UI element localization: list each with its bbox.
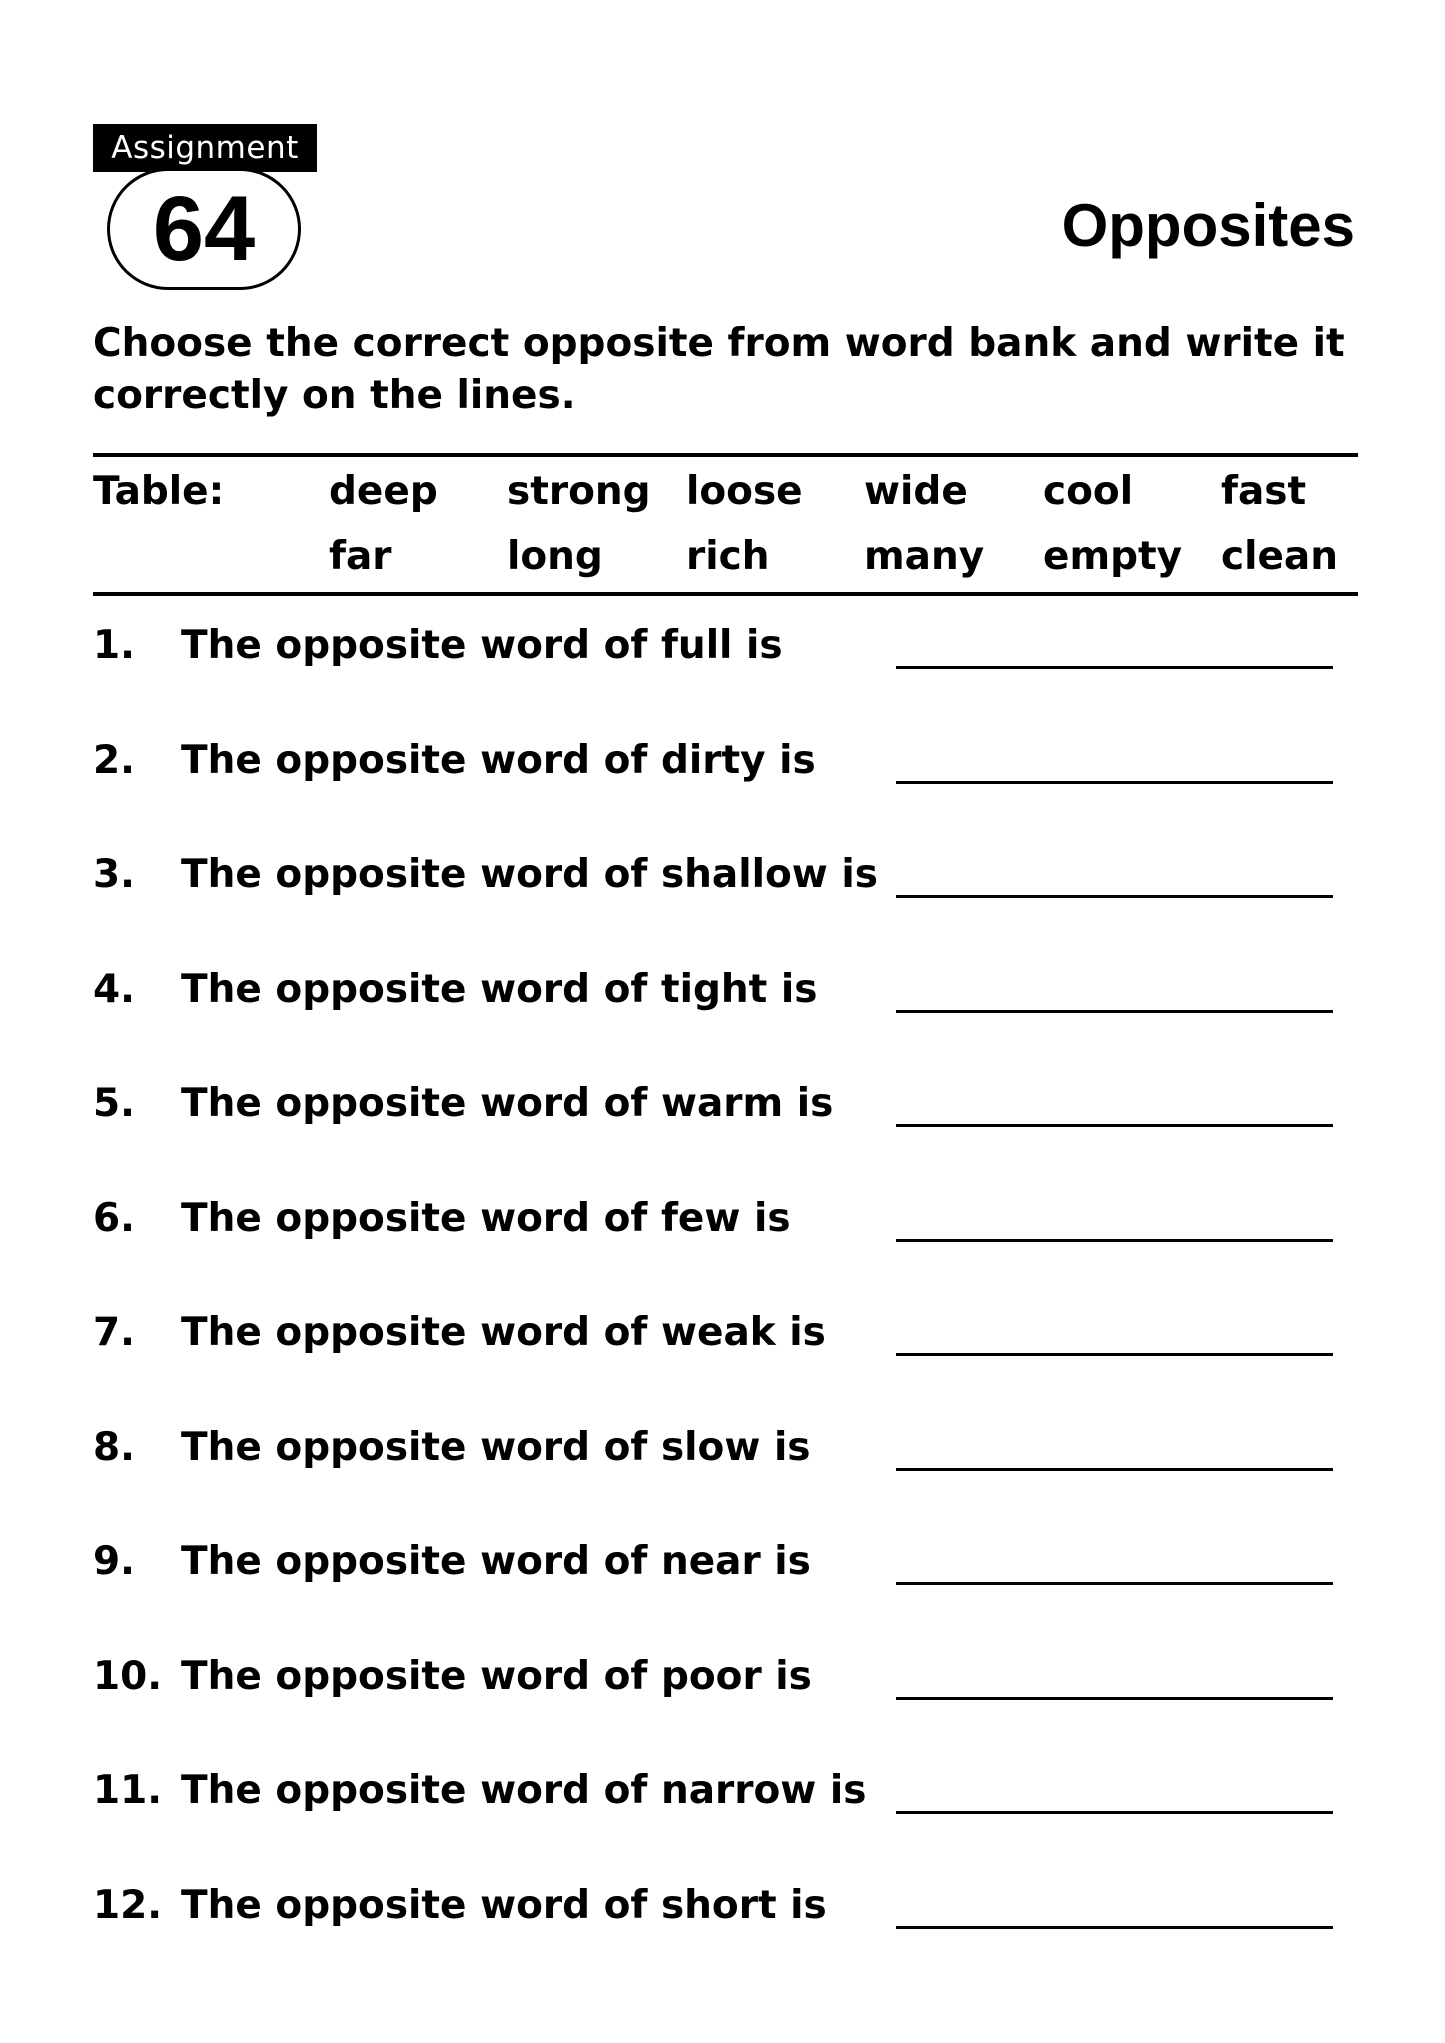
word-bank-word: deep bbox=[329, 469, 438, 514]
question-text: The opposite word of warm is bbox=[181, 1081, 834, 1126]
answer-line[interactable] bbox=[896, 1239, 1333, 1242]
question-row bbox=[93, 845, 1333, 905]
question-row bbox=[93, 731, 1333, 791]
question-number: 3. bbox=[93, 852, 135, 897]
answer-line[interactable] bbox=[896, 1010, 1333, 1013]
answer-line[interactable] bbox=[896, 666, 1333, 669]
question-number: 4. bbox=[93, 967, 135, 1012]
word-bank-word: empty bbox=[1043, 534, 1183, 579]
word-bank-word: far bbox=[329, 534, 392, 579]
question-number: 9. bbox=[93, 1539, 135, 1584]
answer-line[interactable] bbox=[896, 1697, 1333, 1700]
question-number: 11. bbox=[93, 1768, 163, 1813]
answer-line[interactable] bbox=[896, 781, 1333, 784]
word-bank-word: fast bbox=[1221, 469, 1307, 514]
word-bank-word: many bbox=[864, 534, 985, 579]
word-bank-word: rich bbox=[686, 534, 770, 579]
word-bank-word: long bbox=[507, 534, 603, 579]
question-row bbox=[93, 1876, 1333, 1936]
answer-line[interactable] bbox=[896, 1468, 1333, 1471]
word-bank-word: clean bbox=[1221, 534, 1339, 579]
question-row bbox=[93, 960, 1333, 1020]
question-text: The opposite word of near is bbox=[181, 1539, 811, 1584]
question-row bbox=[93, 1532, 1333, 1592]
question-number: 10. bbox=[93, 1654, 163, 1699]
answer-line[interactable] bbox=[896, 1353, 1333, 1356]
question-row bbox=[93, 1074, 1333, 1134]
word-bank-label: Table: bbox=[93, 469, 225, 514]
answer-line[interactable] bbox=[896, 1926, 1333, 1929]
question-text: The opposite word of shallow is bbox=[181, 852, 878, 897]
question-text: The opposite word of few is bbox=[181, 1196, 791, 1241]
question-text: The opposite word of dirty is bbox=[181, 738, 816, 783]
answer-line[interactable] bbox=[896, 1582, 1333, 1585]
question-text: The opposite word of short is bbox=[181, 1883, 827, 1928]
question-text: The opposite word of narrow is bbox=[181, 1768, 867, 1813]
word-bank-word: cool bbox=[1043, 469, 1134, 514]
question-row bbox=[93, 1189, 1333, 1249]
question-number: 8. bbox=[93, 1425, 135, 1470]
question-text: The opposite word of tight is bbox=[181, 967, 818, 1012]
assignment-label: Assignment bbox=[93, 124, 317, 172]
question-row bbox=[93, 1303, 1333, 1363]
question-number: 5. bbox=[93, 1081, 135, 1126]
answer-line[interactable] bbox=[896, 1811, 1333, 1814]
word-bank-word: loose bbox=[686, 469, 803, 514]
question-text: The opposite word of weak is bbox=[181, 1310, 826, 1355]
question-row bbox=[93, 1761, 1333, 1821]
assignment-number: 64 bbox=[152, 178, 256, 280]
question-number: 1. bbox=[93, 623, 135, 668]
word-bank-word: wide bbox=[864, 469, 968, 514]
question-number: 2. bbox=[93, 738, 135, 783]
page-title: Opposites bbox=[1061, 192, 1355, 259]
question-text: The opposite word of poor is bbox=[181, 1654, 812, 1699]
instructions-text: Choose the correct opposite from word bank and write it correctly on the lines. bbox=[93, 321, 1345, 418]
question-row bbox=[93, 616, 1333, 676]
question-number: 7. bbox=[93, 1310, 135, 1355]
question-row bbox=[93, 1647, 1333, 1707]
answer-line[interactable] bbox=[896, 1124, 1333, 1127]
word-bank-word: strong bbox=[507, 469, 651, 514]
question-number: 12. bbox=[93, 1883, 163, 1928]
question-row bbox=[93, 1418, 1333, 1478]
question-text: The opposite word of slow is bbox=[181, 1425, 811, 1470]
question-text: The opposite word of full is bbox=[181, 623, 783, 668]
question-number: 6. bbox=[93, 1196, 135, 1241]
answer-line[interactable] bbox=[896, 895, 1333, 898]
